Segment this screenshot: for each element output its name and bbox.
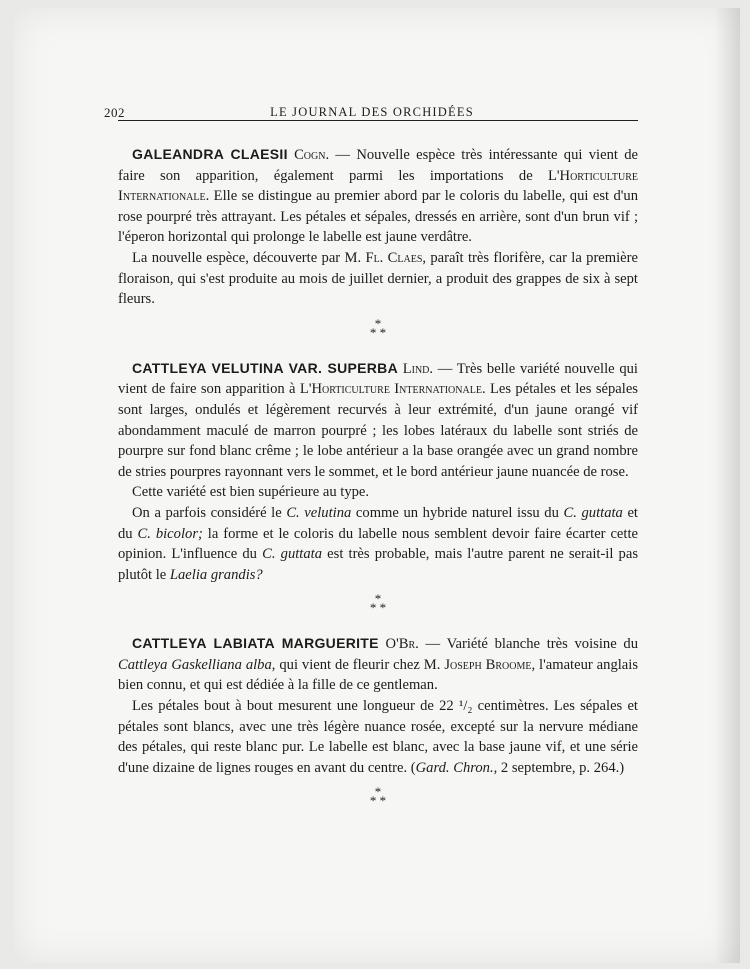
paragraph <box>118 633 638 696</box>
text-run: Les pétales bout à bout mesurent une longueur de 22 <box>132 698 459 715</box>
entry-cattleya-labiata-marguerite <box>118 633 638 778</box>
species-author: Lind. <box>402 360 434 377</box>
person-name: Joseph Broome <box>444 656 532 673</box>
species-italic: C. guttata <box>262 546 323 563</box>
asterism-separator <box>118 778 638 826</box>
species-italic: C. bicolor; <box>137 525 203 542</box>
company-name: L'Horticulture Internationale <box>118 167 638 205</box>
asterism-separator <box>118 585 638 633</box>
text-run: , l'amateur anglais bien connu, et qui est dédiée à la fille de ce gentleman. <box>118 656 639 694</box>
species-name: CATTLEYA LABIATA MARGUERITE <box>132 635 379 652</box>
text-run: centimètres. Les sépales et pétales sont blancs, avec une très légère nuance rosée, excepté sur la nervure médiane des pétales, qui reste blanc pur. Le labelle est blanc, avec la base jaune vif, et une série d'une dizaine de lignes rouges en avant du centre. ( <box>118 698 638 776</box>
species-italic: C. guttata <box>563 504 623 521</box>
person-name: Fl. Claes <box>365 249 423 266</box>
text-run: . Les pétales et les sépales sont larges, ondulés et légèrement recurvés à leur extrémité, d'un jaune orangé vif abondamment maculé de marron pourpré ; les lobes latéraux du labelle sont striés de pourpre sur fond blanc crême ; le lobe antérieur a la base orangée avec un grand nombre de stries pourpres rayonnant vers le sommet, et le bord antérieur jaune nuancée de rose. <box>118 381 638 480</box>
asterism-top: * <box>374 784 382 800</box>
article-body <box>118 144 638 826</box>
text-run: La nouvelle espèce, découverte par M. <box>132 249 366 266</box>
text-run: , qui vient de fleurir chez M. <box>271 656 445 673</box>
citation: Gard. Chron. <box>415 759 494 776</box>
text-run: — Très belle variété nouvelle qui vient de faire son apparition à <box>118 360 638 398</box>
text-run: On a parfois considéré le <box>132 504 287 521</box>
asterism-top: * <box>374 591 382 607</box>
text-run: comme un hybride naturel issu du <box>351 504 564 521</box>
asterism-bottom: * * <box>369 600 387 616</box>
species-italic: Laelia grandis? <box>169 566 263 583</box>
entry-cattleya-velutina-superba <box>118 358 638 586</box>
paragraph <box>118 358 638 483</box>
journal-title: LE JOURNAL DES ORCHIDÉES <box>270 105 474 119</box>
species-name: GALEANDRA CLAESII <box>132 146 288 162</box>
text-run: — Variété blanche très voisine du <box>418 636 638 653</box>
asterism-separator <box>118 310 638 358</box>
header-rule <box>118 120 638 121</box>
text-run: — Nouvelle espèce très intéressante qui vient de faire son apparition, également parmi les importations de <box>118 147 638 184</box>
paragraph <box>118 503 638 585</box>
text-run: est très probable, mais l'autre parent ne serait-il pas plutôt le <box>118 546 639 583</box>
asterism-bottom: * * <box>369 793 387 809</box>
paragraph: Cette variété est bien supérieure au type. <box>132 484 370 501</box>
species-italic: Cattleya Gaskelliana alba <box>118 656 272 673</box>
paragraph <box>118 248 638 310</box>
text-run: la forme et le coloris du labelle nous semblent devoir faire écarter cette opinion. L'influence du <box>118 525 638 563</box>
text-run: , paraît très florifère, car la première floraison, qui s'est produite au mois de juillet dernier, a produit des grappes de six à sept fleurs. <box>118 249 638 308</box>
text-run: et du <box>118 504 638 542</box>
company-name: L'Horticulture Internationale <box>299 381 482 398</box>
asterism-top: * <box>374 315 382 331</box>
entry-galeandra-claesii <box>118 144 638 310</box>
species-italic: C. velutina <box>286 504 352 521</box>
fraction: ¹/₂ <box>458 698 473 715</box>
species-author: Cogn. <box>294 147 330 163</box>
paragraph <box>118 696 638 778</box>
species-name: CATTLEYA VELUTINA VAR. SUPERBA <box>132 359 398 376</box>
text-run: . Elle se distingue au premier abord par le coloris du labelle, qui est d'un rose pourpré très attrayant. Les pétales et sépales, dressés en arrière, sont d'un brun vif ; l'éperon horizontal qui prolonge le labelle est jaune verdâtre. <box>118 188 638 246</box>
page-number: 202 <box>104 105 125 120</box>
text-run: , 2 septembre, p. 264.) <box>493 759 625 776</box>
asterism-bottom: * * <box>369 324 387 340</box>
page-spine-shadow <box>714 8 740 963</box>
paragraph <box>118 144 638 248</box>
species-author: O'Br. <box>385 636 419 653</box>
